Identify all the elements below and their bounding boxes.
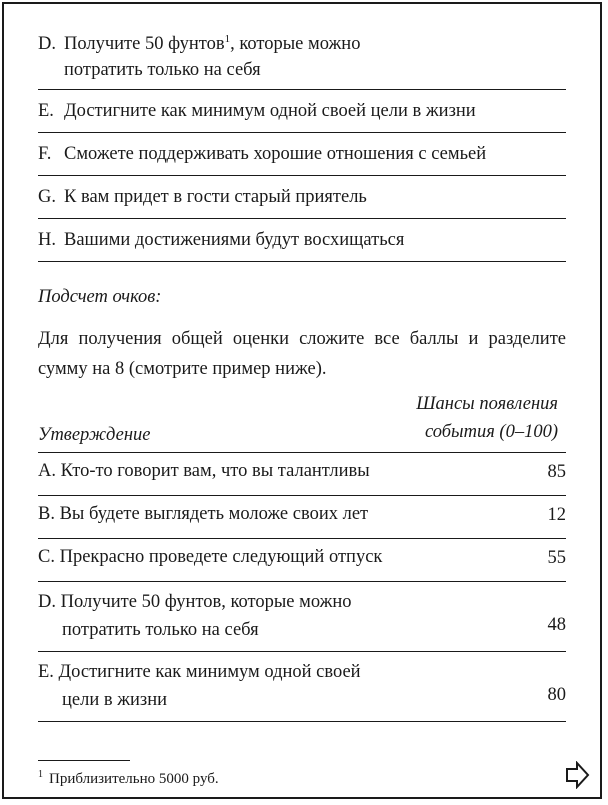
col-chance-header: Шансы появления события (0–100) xyxy=(416,394,558,442)
page-frame xyxy=(2,2,602,799)
list-item-d: D. Получите 50 фунтов$^1$, которые можно потратить только на себя xyxy=(38,22,566,90)
scoring-heading: Подсчет очков: xyxy=(38,287,162,307)
row-value: 55 xyxy=(547,548,566,568)
item-letter: D. xyxy=(38,34,56,55)
footnote: $^1$ Приблизительно 5000 руб. xyxy=(38,769,219,787)
footnote-marker: 1 xyxy=(38,769,43,780)
row-value: 48 xyxy=(547,615,566,635)
next-page-arrow-icon[interactable] xyxy=(564,761,590,789)
row-value: 80 xyxy=(547,685,566,705)
row-value: 85 xyxy=(547,462,566,482)
list-item-f: F. Сможете поддерживать хорошие отношения с семьей xyxy=(38,133,566,176)
table-row: A. Кто-то говорит вам, что вы талантливы 85 xyxy=(38,453,566,496)
table-row: D. Получите 50 фунтов, которые можно потратить только на себя 48 xyxy=(38,582,566,652)
list-item-h: H. Вашими достижениями будут восхищаться xyxy=(38,219,566,262)
list-item-e: E. Достигните как минимум одной своей цели в жизни xyxy=(38,90,566,133)
content xyxy=(38,22,566,722)
table-row: E. Достигните как минимум одной своей цели в жизни 80 xyxy=(38,652,566,722)
list-item-g: G. К вам придет в гости старый приятель xyxy=(38,176,566,219)
table-row: B. Вы будете выглядеть моложе своих лет 12 xyxy=(38,496,566,539)
table-row: C. Прекрасно проведете следующий отпуск 55 xyxy=(38,539,566,582)
footnote-ref[interactable]: 1 xyxy=(224,33,231,45)
footnote-divider xyxy=(38,760,130,761)
col-statement-header: Утверждение xyxy=(38,425,151,445)
table-header xyxy=(38,394,566,453)
row-value: 12 xyxy=(547,505,566,525)
scoring-text: Для получения общей оценки сложите все баллы и разделите сумму на 8 (смотрите пример ниже). xyxy=(38,329,566,379)
